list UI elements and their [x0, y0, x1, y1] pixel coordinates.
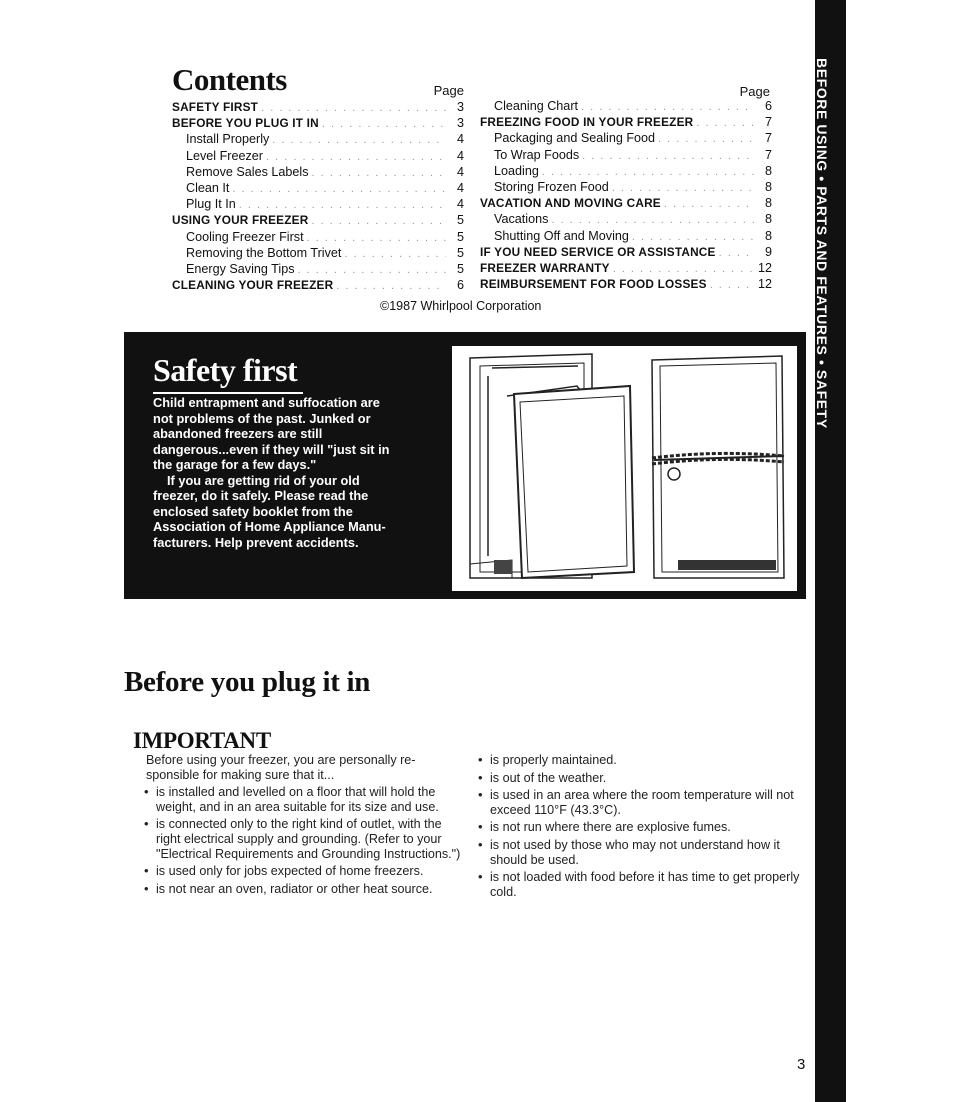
toc-entry-page: 8	[764, 180, 772, 195]
toc-entry	[172, 278, 464, 294]
toc-leader-dots	[629, 230, 754, 245]
toc-entry-label: Vacations	[494, 212, 549, 227]
toc-entry-page: 5	[456, 262, 464, 277]
toc-entry-label: To Wrap Foods	[494, 147, 580, 162]
toc-leader-dots	[309, 166, 446, 181]
contents-title: Contents	[172, 62, 287, 97]
toc-entry	[480, 245, 772, 261]
toc-entry	[480, 277, 772, 293]
toc-leader-dots	[539, 165, 754, 180]
toc-entry	[172, 165, 464, 181]
toc-leader-dots	[579, 149, 754, 164]
toc-entry-label: Energy Saving Tips	[186, 262, 295, 277]
toc-leader-dots	[263, 150, 446, 165]
toc-entry-label: Removing the Bottom Trivet	[186, 245, 342, 260]
toc-entry	[172, 262, 464, 278]
toc-entry-page: 5	[456, 245, 464, 260]
toc-leader-dots	[229, 182, 446, 197]
toc-entry	[480, 131, 772, 147]
toc-entry	[480, 229, 772, 245]
toc-entry-label: Loading	[494, 163, 539, 178]
toc-entry-page: 8	[764, 163, 772, 178]
bullet-item: • is not used by those who may not understand how it should be used.	[480, 838, 800, 867]
toc-entry-label: Cleaning Chart	[494, 99, 579, 113]
toc-entry	[172, 149, 464, 165]
important-right-column	[480, 753, 800, 902]
bullet-item: • is not run where there are explosive fumes.	[480, 820, 800, 835]
page-column-header: Page	[739, 84, 770, 99]
toc-entry-page: 4	[456, 148, 464, 163]
toc-right-column	[480, 84, 772, 293]
toc-entry-page: 6	[764, 99, 772, 113]
section-heading: Before you plug it in	[124, 666, 371, 698]
bullet-item: • is not loaded with food before it has time to get properly cold.	[480, 870, 800, 899]
toc-entry-label: USING YOUR FREEZER	[172, 213, 309, 228]
bullet-item: • is used only for jobs expected of home freezers.	[146, 864, 462, 879]
toc-entry-label: Packaging and Sealing Food	[494, 131, 656, 146]
toc-entry-label: VACATION AND MOVING CARE	[480, 196, 661, 211]
toc-leader-dots	[269, 133, 446, 148]
toc-leader-dots	[319, 117, 446, 132]
toc-entry	[480, 148, 772, 164]
page-column-header: Page	[433, 83, 464, 98]
toc-entry-page: 4	[456, 181, 464, 196]
toc-entry	[172, 100, 464, 116]
toc-entry-page: 8	[764, 212, 772, 227]
toc-entry-page: 7	[764, 115, 772, 130]
section-side-tab-label: BEFORE USING • PARTS AND FEATURES • SAFETY	[814, 58, 830, 429]
toc-entry-page: 4	[456, 197, 464, 212]
toc-entry	[172, 213, 464, 229]
toc-entry	[172, 230, 464, 246]
toc-entry	[480, 196, 772, 212]
chained-freezer-illustration	[452, 346, 797, 591]
toc-entry	[480, 180, 772, 196]
important-subheading: IMPORTANT	[133, 728, 271, 753]
toc-entry-label: BEFORE YOU PLUG IT IN	[172, 116, 319, 131]
toc-leader-dots	[707, 278, 754, 293]
toc-entry-label: Cooling Freezer First	[186, 229, 304, 244]
toc-entry-page: 5	[456, 229, 464, 244]
bullet-item: • is used in an area where the room temperature will not exceed 110°F (43.3°C).	[480, 788, 800, 817]
toc-entry	[172, 132, 464, 148]
toc-leader-dots	[341, 247, 446, 262]
safety-title: Safety first	[153, 352, 298, 388]
bullet-item: • is out of the weather.	[480, 771, 800, 786]
toc-entry-page: 12	[757, 277, 772, 292]
toc-entry-label: Install Properly	[186, 132, 270, 147]
toc-entry	[172, 197, 464, 213]
toc-leader-dots	[236, 198, 446, 213]
bullet-item: • is installed and levelled on a floor that will hold the weight, and in an area suitable for its size and use.	[146, 785, 462, 814]
toc-entry	[480, 99, 772, 115]
toc-entry-label: CLEANING YOUR FREEZER	[172, 278, 334, 293]
toc-entry	[480, 164, 772, 180]
page-number: 3	[797, 1056, 806, 1073]
toc-entry-page: 7	[764, 147, 772, 162]
toc-entry	[172, 246, 464, 262]
toc-entry-label: REIMBURSEMENT FOR FOOD LOSSES	[480, 277, 707, 292]
toc-leader-dots	[655, 132, 754, 147]
toc-entry-label: FREEZER WARRANTY	[480, 261, 610, 276]
toc-leader-dots	[578, 100, 754, 115]
toc-entry	[480, 212, 772, 228]
toc-entry-page: 8	[764, 196, 772, 211]
important-left-column	[146, 753, 462, 899]
toc-leader-dots	[716, 246, 754, 261]
toc-leader-dots	[693, 116, 754, 131]
toc-entry-label: Storing Frozen Food	[494, 180, 609, 195]
toc-leader-dots	[295, 263, 446, 278]
bullet-list	[480, 753, 800, 899]
copyright: ©1987 Whirlpool Corporation	[380, 299, 542, 313]
toc-leader-dots	[333, 279, 446, 294]
toc-entry-label: Level Freezer	[186, 148, 263, 163]
intro-paragraph: Before using your freezer, you are personally re-sponsible for making sure that it...	[146, 753, 416, 782]
toc-entry	[480, 261, 772, 277]
safety-paragraph: If you are getting rid of your old freezer, do it safely. Please read the enclosed safety booklet from the Association of Home Appliance Manu-facturers. Help prevent accidents.	[153, 472, 386, 550]
toc-entry-label: IF YOU NEED SERVICE OR ASSISTANCE	[480, 244, 716, 259]
safety-text	[153, 395, 403, 550]
toc-entry-label: Remove Sales Labels	[186, 164, 309, 179]
bullet-item: • is not near an oven, radiator or other heat source.	[146, 882, 462, 897]
toc-entry-page: 3	[456, 116, 464, 131]
bullet-item: • is properly maintained.	[480, 753, 800, 768]
toc-entry-page: 6	[456, 278, 464, 293]
toc-entry	[172, 181, 464, 197]
toc-entry-label: Shutting Off and Moving	[494, 228, 629, 243]
toc-entry	[480, 115, 772, 131]
toc-entry-page: 8	[764, 228, 772, 243]
toc-entry-page: 7	[764, 131, 772, 146]
toc-entry-label: Clean It	[186, 181, 230, 196]
safety-title-rule	[153, 392, 303, 394]
toc-entry-page: 4	[456, 164, 464, 179]
bullet-list	[146, 785, 462, 896]
toc-entry-page: 9	[764, 244, 772, 259]
toc-entry-page: 3	[456, 100, 464, 114]
toc-leader-dots	[610, 262, 754, 277]
toc-entry-page: 12	[757, 261, 772, 276]
toc-leader-dots	[548, 213, 754, 228]
safety-paragraph: Child entrapment and suffocation are not problems of the past. Junked or abandoned freezers are still dangerous...even if they will "just sit in the garage for a few days."	[153, 395, 390, 472]
toc-entry	[172, 116, 464, 132]
toc-leader-dots	[661, 197, 754, 212]
toc-left-column	[172, 83, 464, 294]
toc-entry-label: FREEZING FOOD IN YOUR FREEZER	[480, 115, 694, 130]
toc-leader-dots	[308, 214, 446, 229]
toc-leader-dots	[609, 181, 754, 196]
toc-leader-dots	[304, 231, 446, 246]
toc-leader-dots	[258, 101, 446, 116]
toc-entry-page: 4	[456, 132, 464, 147]
toc-entry-label: SAFETY FIRST	[172, 100, 259, 114]
bullet-item: • is connected only to the right kind of outlet, with the right electrical supply and grounding. (Refer to your "Electrical Requirements and Grounding Instructions.")	[146, 817, 462, 861]
toc-entry-label: Plug It In	[186, 197, 236, 212]
toc-entry-page: 5	[456, 213, 464, 228]
